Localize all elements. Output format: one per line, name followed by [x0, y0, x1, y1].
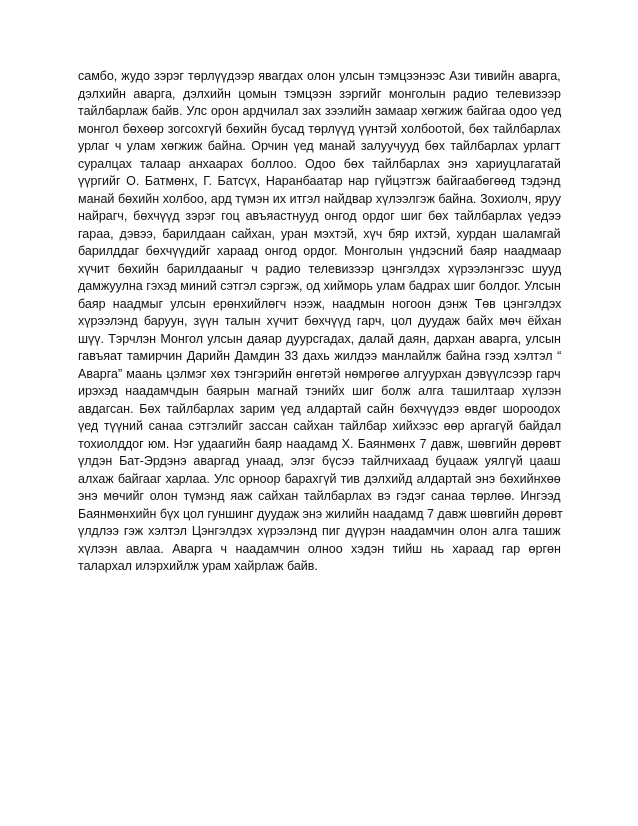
text-line: монгол бөхөөр зогсохгүй бөхийн бусад төрлүүд үүнтэй холбоотой, бөх тайлбарлах	[78, 121, 561, 136]
text-line: баяр наадмыг улсын ерөнхийлөгч нээж, наадмын ногоон дэнж Төв цэнгэлдэх	[78, 296, 562, 311]
text-line: шүү. Тэрчлэн Монгол улсын даяар дуурсгадах, далай даян, дархан аварга, улсын	[78, 331, 561, 346]
text-line: гараа, дэвээ, барилдаан сайхан, уран мэхтэй, хүч бяр ихтэй, хурдан шаламгай	[78, 226, 561, 241]
text-line: талархал илэрхийлж урам хайрлаж байв.	[78, 559, 318, 573]
text-line: ирэхэд наадамчдын баярын магнай тэнийх шиг болж алга ташилтаар хүлээн	[78, 384, 562, 398]
text-line: дамжуулна гэхэд миний сэтгэл сэргэж, од хийморь улам бадрах шиг болдог. Улсын	[78, 279, 561, 293]
text-line: үлдлээ гэж хэлтэл Цэнгэлдэх хүрээлэнд пиг дүүрэн наадамчин олон алга ташиж	[78, 524, 561, 538]
text-line: найрагч, бөхчүүд зэрэг гоц авъяастнууд онгод ордог шиг бөх тайлбарлах үедээ	[78, 209, 562, 223]
text-line: үүргийг О. Батмөнх, Г. Батсүх, Наранбаатар нар гүйцэтгэж байгаабөгөөд тэдэнд	[78, 174, 561, 188]
text-line: дэлхийн аварга, дэлхийн цомын тэмцээн зэргийг монголын радио телевизээр	[78, 86, 562, 101]
text-line: хүрээлэнд баруун, зүүн талын хүчит бөхчүүд гарч, цол дуудаж байх мөч ёйхан	[78, 314, 562, 328]
text-line: үлдэн Бат-Эрдэнэ аваргад унаад, элэг бүсээ тайлчихаад буцааж уялгүй цааш	[78, 454, 561, 468]
text-line: гавъяат тамирчин Дарийн Дамдин 33 дахь жилдээ манлайлж байна гээд хэлтэл “	[78, 349, 562, 363]
text-line: тохиолддог юм. Нэг удаагийн баяр наадамд Х. Баянмөнх 7 давж, шөвгийн дөрөвт	[78, 436, 562, 451]
text-line: самбо, жудо зэрэг төрлүүдээр явагдах олон улсын тэмцээнээс Ази тивийн аварга,	[78, 69, 561, 83]
text-line: алхаж байгааг харлаа. Улс орноор барахгүй тив дэлхийд алдартай энэ бөхийнхөө	[78, 471, 561, 486]
text-line: Баянмөнхийн бүх цол гуншинг дуудаж энэ жилийн наадамд 7 давж шөвгийн дөрөвт	[78, 506, 563, 521]
text-line: манай бөхийн холбоо, ард түмэн их итгэл найдвар хүлээлгэж байна. Зохиолч, яруу	[78, 191, 561, 206]
text-line: хүчит бөхийн барилдааныг ч радио телевизээр цэнгэлдэх хүрээлэнгээс шууд	[78, 261, 562, 276]
text-line: тайлбарлаж байв. Улс орон ардчилал зах зээлийн замаар хөгжиж байгаа одоо үед	[78, 104, 562, 118]
text-line: барилддаг бөхчүүдийг хараад онгод ордог. Монголын үндэсний баяр наадмаар	[78, 244, 562, 258]
text-line: энэ мөчийг олон түмэнд яаж сайхан тайлбарлах вэ гэдэг санаа төрлөө. Ингээд	[78, 489, 561, 503]
text-line: урлаг ч улам хөгжиж байна. Орчин үед манай залуучууд бөх тайлбарлах урлагт	[78, 139, 561, 153]
text-line: авдагсан. Бөх тайлбарлах зарим үед алдартай сайн бөхчүүдээ өвдөг шороодох	[78, 401, 561, 416]
text-line: хүлээн авлаа. Аварга ч наадамчин олноо хэдэн тийш нь хараад гар өргөн	[78, 541, 561, 556]
text-line: суралцах талаар анхаарах боллоо. Одоо бөх тайлбарлах энэ хариуцлагатай	[78, 156, 561, 171]
text-line: үед түүний санаа сэтгэлийг зассан сайхан тайлбар хийхээс өөр аргагүй байдал	[78, 419, 562, 433]
text-line: Аварга” маань цэлмэг хөх тэнгэрийн өнгөтэй нөмрөгөө алгуурхан дэвүүлсээр гарч	[78, 366, 561, 381]
body-paragraph	[78, 68, 561, 576]
